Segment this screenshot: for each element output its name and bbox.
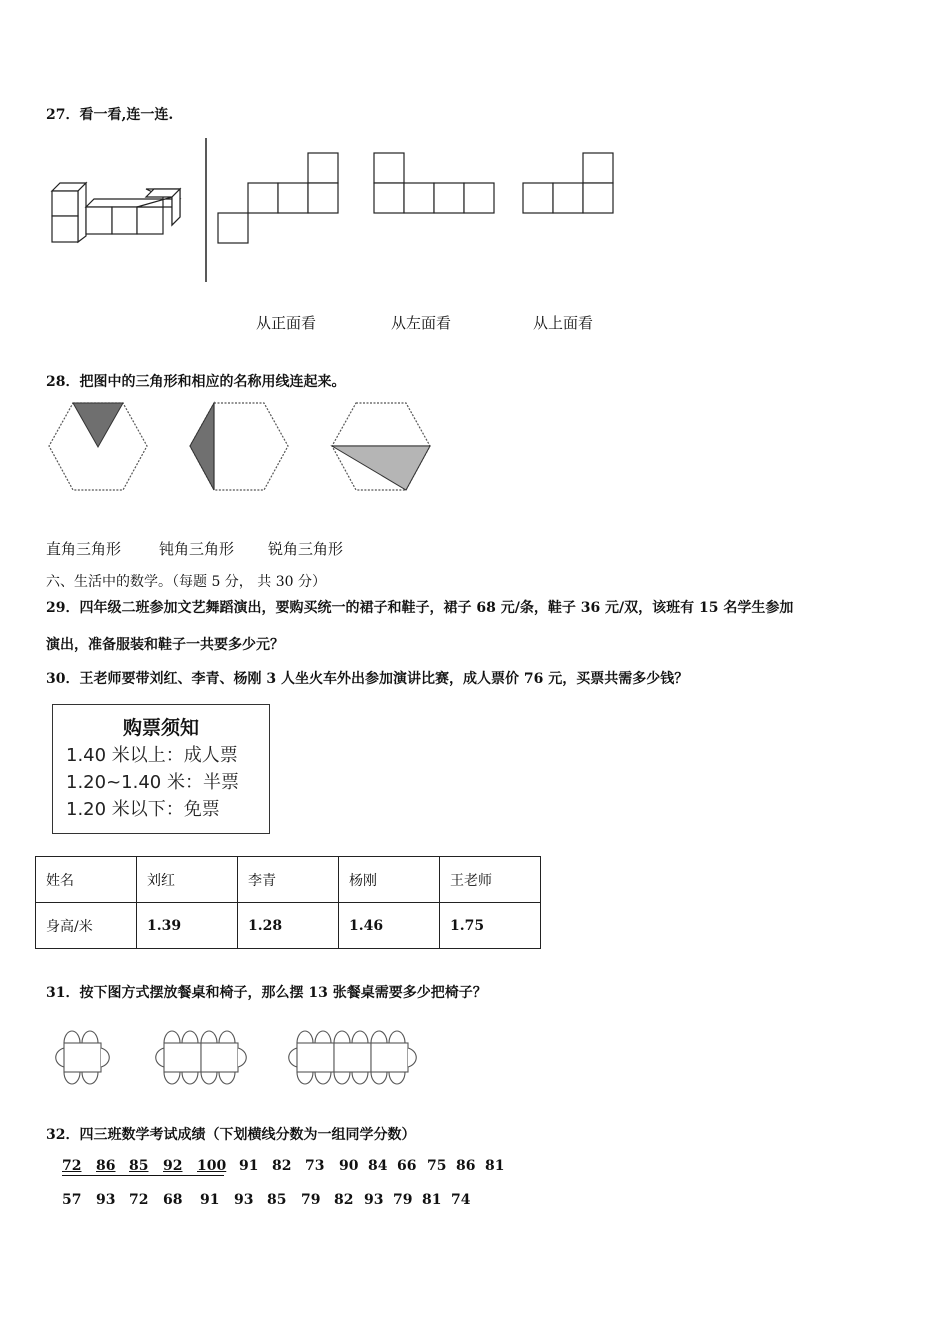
view-label-front: 从正面看 <box>256 314 317 332</box>
ticket-notice-row: 1.20 米以下：免票 <box>66 799 220 820</box>
group-score-underlined: 86 <box>96 1158 116 1174</box>
score-value: 66 <box>397 1158 417 1174</box>
chair-icon <box>315 1031 331 1043</box>
table-header-cell: 杨刚 <box>339 857 440 903</box>
q31-title: 31．按下图方式摆放餐桌和椅子，那么摆 13 张餐桌需要多少把椅子？ <box>46 985 487 1001</box>
q30-title: 30．王老师要带刘红、李青、杨刚 3 人坐火车外出参加演讲比赛，成人票价 76 元，买票共需多少钱？ <box>46 671 689 687</box>
chair-icon <box>201 1072 217 1084</box>
chair-icon <box>182 1031 198 1043</box>
score-value: 82 <box>272 1158 292 1174</box>
dining-table <box>334 1043 371 1072</box>
table-arrangement <box>289 1031 417 1084</box>
dining-table <box>64 1043 101 1072</box>
score-value: 81 <box>422 1192 442 1208</box>
chair-icon <box>352 1072 368 1084</box>
chair-icon <box>156 1048 164 1067</box>
chair-icon <box>56 1048 64 1067</box>
triangle-name-acute: 锐角三角形 <box>268 540 344 558</box>
score-value: 75 <box>427 1158 447 1174</box>
chair-icon <box>164 1072 180 1084</box>
ticket-notice-title: 购票须知 <box>122 717 199 739</box>
chair-icon <box>389 1072 405 1084</box>
q28-title: 28．把图中的三角形和相应的名称用线连起来。 <box>46 374 346 390</box>
view-label-top: 从上面看 <box>533 314 594 332</box>
table-cell: 1.46 <box>339 903 440 949</box>
dining-table <box>371 1043 408 1072</box>
q32-title: 32．四三班数学考试成绩（下划横线分数为一组同学分数） <box>46 1127 416 1143</box>
chair-icon <box>334 1031 350 1043</box>
score-value: 73 <box>305 1158 325 1174</box>
chair-icon <box>297 1031 313 1043</box>
group-underline <box>62 1175 224 1176</box>
score-value: 72 <box>129 1192 149 1208</box>
table-header-cell: 刘红 <box>137 857 238 903</box>
triangle-name-right: 直角三角形 <box>46 540 122 558</box>
dining-table <box>164 1043 201 1072</box>
score-value: 91 <box>239 1158 259 1174</box>
table-cell: 1.28 <box>238 903 339 949</box>
ticket-notice-row: 1.20~1.40 米：半票 <box>66 772 239 793</box>
score-value: 93 <box>96 1192 116 1208</box>
q29-line1: 29．四年级二班参加文艺舞蹈演出，要购买统一的裙子和鞋子，裙子 68 元/条，鞋子 36 元/双，该班有 15 名学生参加 <box>46 600 794 616</box>
score-value: 82 <box>334 1192 354 1208</box>
chair-icon <box>238 1048 246 1067</box>
group-score-underlined: 85 <box>129 1158 149 1174</box>
chair-icon <box>82 1072 98 1084</box>
score-value: 86 <box>456 1158 476 1174</box>
table-header-cell: 李青 <box>238 857 339 903</box>
q27-title: 27．看一看,连一连. <box>46 107 174 123</box>
chair-icon <box>334 1072 350 1084</box>
chair-icon <box>289 1048 297 1067</box>
dining-table <box>297 1043 334 1072</box>
score-value: 90 <box>339 1158 359 1174</box>
triangle-name-obtuse: 钝角三角形 <box>159 540 235 558</box>
view-label-left: 从左面看 <box>391 314 452 332</box>
score-value: 93 <box>364 1192 384 1208</box>
chair-icon <box>297 1072 313 1084</box>
chair-icon <box>408 1048 416 1067</box>
group-score-underlined: 100 <box>197 1158 227 1174</box>
chair-icon <box>64 1031 80 1043</box>
table-header-cell: 姓名 <box>36 857 137 903</box>
ticket-notice-row: 1.40 米以上：成人票 <box>66 745 238 766</box>
table-arrangement <box>56 1031 110 1084</box>
chair-icon <box>389 1031 405 1043</box>
score-value: 84 <box>368 1158 388 1174</box>
score-value: 79 <box>301 1192 321 1208</box>
chair-icon <box>371 1072 387 1084</box>
dining-table <box>201 1043 238 1072</box>
table-cell: 身高/米 <box>36 903 137 949</box>
chair-icon <box>182 1072 198 1084</box>
score-value: 57 <box>62 1192 82 1208</box>
section-6-heading: 六、生活中的数学。（每题 5 分， 共 30 分） <box>46 574 326 590</box>
chair-icon <box>371 1031 387 1043</box>
score-value: 79 <box>393 1192 413 1208</box>
score-value: 91 <box>200 1192 220 1208</box>
group-score-underlined: 72 <box>62 1158 82 1174</box>
score-value: 81 <box>485 1158 505 1174</box>
score-value: 93 <box>234 1192 254 1208</box>
table-header-cell: 王老师 <box>440 857 541 903</box>
chair-icon <box>82 1031 98 1043</box>
chair-icon <box>101 1048 109 1067</box>
chair-icon <box>64 1072 80 1084</box>
table-cell: 1.75 <box>440 903 541 949</box>
score-value: 68 <box>163 1192 183 1208</box>
score-value: 74 <box>451 1192 471 1208</box>
chair-icon <box>201 1031 217 1043</box>
table-cell: 1.39 <box>137 903 238 949</box>
chair-icon <box>164 1031 180 1043</box>
q29-line2: 演出，准备服装和鞋子一共要多少元？ <box>46 637 284 653</box>
chair-icon <box>219 1031 235 1043</box>
table-arrangement <box>156 1031 247 1084</box>
chair-icon <box>219 1072 235 1084</box>
chair-icon <box>352 1031 368 1043</box>
score-value: 85 <box>267 1192 287 1208</box>
chair-icon <box>315 1072 331 1084</box>
group-score-underlined: 92 <box>163 1158 183 1174</box>
